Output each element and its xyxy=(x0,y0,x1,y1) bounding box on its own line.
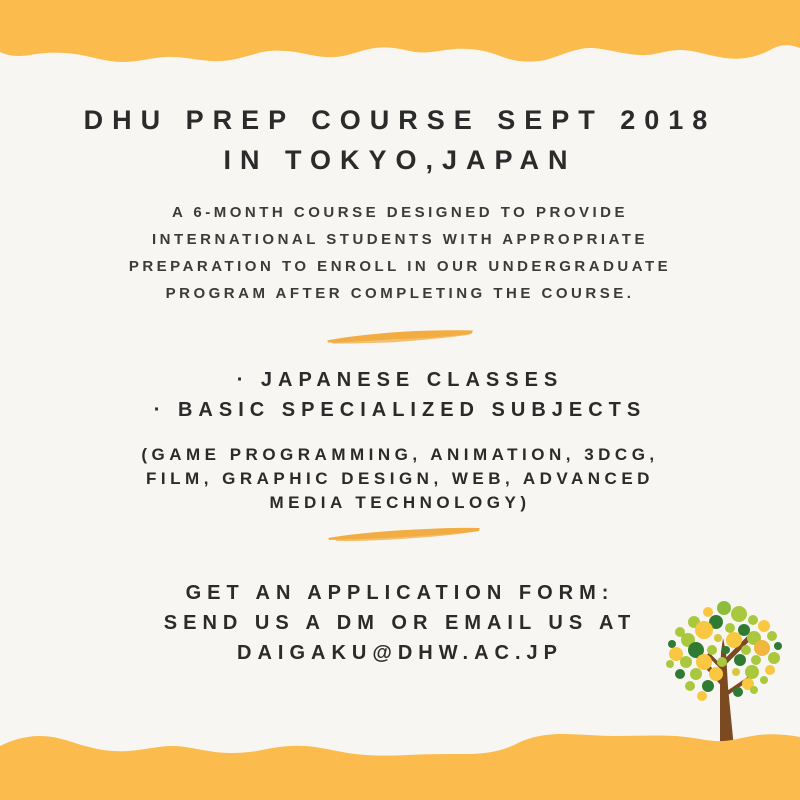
brush-stroke-divider xyxy=(324,325,476,346)
top-wave-band xyxy=(0,0,800,68)
bullet-item: · BASIC SPECIALIZED SUBJECTS xyxy=(153,399,647,421)
subjects-line: (GAME PROGRAMMING, ANIMATION, 3DCG, xyxy=(141,445,659,464)
poster-title-line1: DHU PREP COURSE SEPT 2018 xyxy=(83,105,717,135)
cta-line1: GET AN APPLICATION FORM: xyxy=(185,582,615,604)
poster-title xyxy=(0,100,800,180)
cta-line2: SEND US A DM OR EMAIL US AT xyxy=(163,612,637,634)
brush-stroke-divider xyxy=(325,523,483,543)
subjects-detail xyxy=(0,443,800,515)
intro-line: PROGRAM AFTER COMPLETING THE COURSE. xyxy=(165,285,635,302)
subjects-line: FILM, GRAPHIC DESIGN, WEB, ADVANCED xyxy=(146,469,654,488)
intro-line: INTERNATIONAL STUDENTS WITH APPROPRIATE xyxy=(152,231,648,248)
course-bullet-list xyxy=(0,365,800,425)
intro-paragraph xyxy=(0,199,800,307)
email-address: DAIGAKU@DHW.AC.JP xyxy=(237,642,563,664)
intro-line: PREPARATION TO ENROLL IN OUR UNDERGRADUATE xyxy=(128,258,672,275)
bottom-wave-band xyxy=(0,728,800,800)
bullet-item: · JAPANESE CLASSES xyxy=(236,369,564,391)
subjects-line: MEDIA TECHNOLOGY) xyxy=(269,493,531,512)
intro-line: A 6-MONTH COURSE DESIGNED TO PROVIDE xyxy=(171,204,629,221)
poster-title-line2: IN TOKYO,JAPAN xyxy=(223,145,577,175)
